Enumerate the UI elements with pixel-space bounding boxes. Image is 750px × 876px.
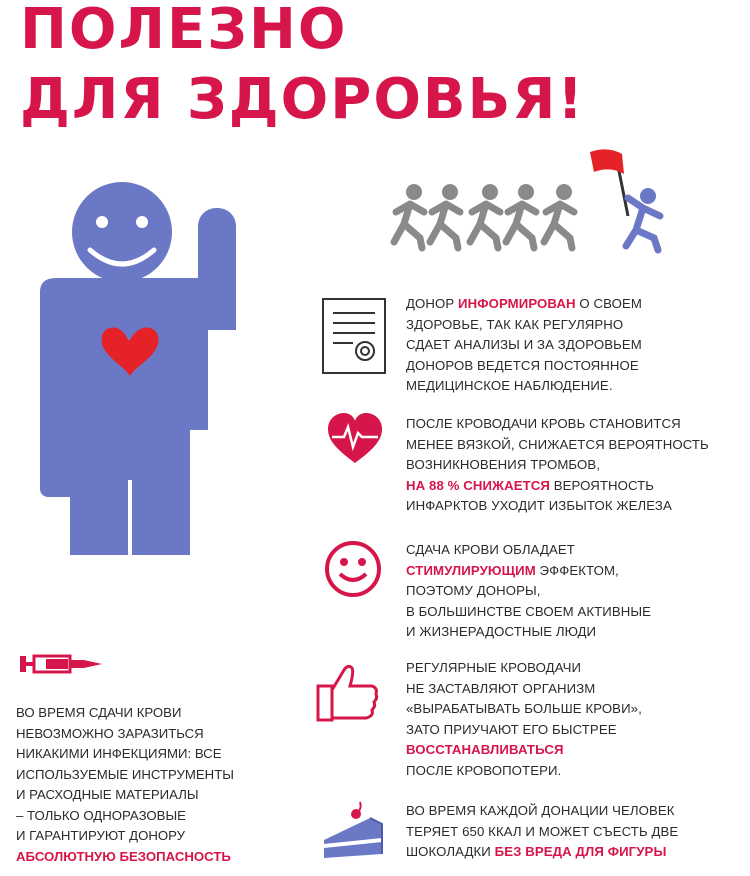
text-segment: РЕГУЛЯРНЫЕ КРОВОДАЧИ bbox=[406, 660, 582, 675]
text-segment: ПОЭТОМУ ДОНОРЫ, bbox=[406, 583, 541, 598]
info-regular-donations bbox=[406, 658, 736, 781]
info-line bbox=[406, 740, 736, 761]
info-line bbox=[406, 822, 736, 843]
info-line bbox=[406, 540, 736, 561]
info-blood-viscosity bbox=[406, 414, 736, 517]
text-segment: ПОСЛЕ КРОВОПОТЕРИ. bbox=[406, 762, 562, 778]
info-line bbox=[406, 356, 736, 377]
text-segment: НИКАКИМИ ИНФЕКЦИЯМИ: ВСЕ bbox=[16, 746, 222, 761]
info-stimulating-effect bbox=[406, 540, 736, 643]
info-line bbox=[406, 658, 736, 679]
text-segment: ЗАТО ПРИУЧАЮТ ЕГО БЫСТРЕЕ bbox=[406, 721, 617, 737]
info-donor-informed bbox=[406, 294, 736, 397]
text-segment: В БОЛЬШИНСТВЕ СВОЕМ АКТИВНЫЕ bbox=[406, 603, 652, 619]
smiley-icon bbox=[324, 540, 382, 598]
info-line bbox=[406, 315, 736, 336]
highlight-text: ИНФОРМИРОВАН bbox=[458, 296, 576, 311]
text-segment: ТЕРЯЕТ 650 ККАЛ И МОЖЕТ СЪЕСТЬ ДВЕ bbox=[406, 823, 679, 839]
title-line-2: ДЛЯ ЗДОРОВЬЯ! bbox=[20, 67, 585, 132]
text-segment: И РАСХОДНЫЕ МАТЕРИАЛЫ bbox=[16, 787, 199, 802]
thumbs-up-icon bbox=[316, 662, 382, 722]
text-segment: О СВОЕМ bbox=[575, 296, 642, 311]
title-line-1: ПОЛЕЗНО bbox=[20, 0, 348, 62]
text-segment: НЕВОЗМОЖНО ЗАРАЗИТЬСЯ bbox=[16, 725, 204, 741]
highlight-text: НА 88 % СНИЖАЕТСЯ bbox=[406, 477, 550, 493]
text-segment: ВОЗНИКНОВЕНИЯ ТРОМБОВ, bbox=[406, 457, 601, 472]
donor-figure-illustration bbox=[20, 180, 260, 560]
info-line bbox=[406, 720, 736, 741]
info-line bbox=[406, 622, 736, 643]
info-line bbox=[406, 699, 736, 720]
info-line bbox=[406, 435, 736, 456]
text-segment: «ВЫРАБАТЫВАТЬ БОЛЬШЕ КРОВИ», bbox=[406, 701, 642, 716]
flag-leader-illustration bbox=[588, 146, 688, 256]
syringe-icon bbox=[18, 650, 104, 678]
text-segment: ДОНОРОВ ВЕДЕТСЯ ПОСТОЯННОЕ bbox=[406, 357, 639, 373]
info-line bbox=[406, 376, 736, 397]
left-note-line bbox=[16, 724, 276, 745]
text-segment: ИСПОЛЬЗУЕМЫЕ ИНСТРУМЕНТЫ bbox=[16, 766, 234, 782]
text-segment: И ЖИЗНЕРАДОСТНЫЕ ЛЮДИ bbox=[406, 624, 597, 639]
info-line bbox=[406, 414, 736, 435]
text-segment: ВО ВРЕМЯ СДАЧИ КРОВИ bbox=[16, 705, 182, 720]
text-segment: И ГАРАНТИРУЮТ ДОНОРУ bbox=[16, 828, 186, 843]
left-note-line bbox=[16, 826, 276, 847]
text-segment: ШОКОЛАДКИ bbox=[406, 844, 495, 859]
text-segment: – ТОЛЬКО ОДНОРАЗОВЫЕ bbox=[16, 807, 186, 823]
left-note-line bbox=[16, 703, 276, 724]
info-line bbox=[406, 761, 736, 782]
text-segment: СДАЕТ АНАЛИЗЫ И ЗА ЗДОРОВЬЕМ bbox=[406, 337, 642, 352]
text-segment: МЕНЕЕ ВЯЗКОЙ, СНИЖАЕТСЯ ВЕРОЯТНОСТЬ bbox=[406, 436, 709, 452]
info-line bbox=[406, 455, 736, 476]
text-segment: ЗДОРОВЬЕ, ТАК КАК РЕГУЛЯРНО bbox=[406, 316, 624, 332]
text-segment: НЕ ЗАСТАВЛЯЮТ ОРГАНИЗМ bbox=[406, 680, 596, 696]
runners-illustration bbox=[386, 180, 596, 255]
info-calories bbox=[406, 801, 736, 863]
highlight-text: ВОССТАНАВЛИВАТЬСЯ bbox=[406, 742, 564, 757]
left-note-line bbox=[16, 785, 276, 806]
text-segment: ДОНОР bbox=[406, 296, 459, 311]
highlight-text: БЕЗ ВРЕДА ДЛЯ ФИГУРЫ bbox=[494, 844, 667, 859]
info-line bbox=[406, 581, 736, 602]
info-line bbox=[406, 476, 736, 497]
highlight-text: АБСОЛЮТНУЮ БЕЗОПАСНОСТЬ bbox=[16, 848, 231, 864]
text-segment: ИНФАРКТОВ УХОДИТ ИЗБЫТОК ЖЕЛЕЗА bbox=[406, 498, 672, 513]
highlight-text: СТИМУЛИРУЮЩИМ bbox=[406, 562, 536, 578]
text-segment: МЕДИЦИНСКОЕ НАБЛЮДЕНИЕ. bbox=[406, 378, 613, 393]
text-segment: ПОСЛЕ КРОВОДАЧИ КРОВЬ СТАНОВИТСЯ bbox=[406, 416, 681, 431]
info-infection-safety bbox=[16, 703, 276, 867]
document-icon bbox=[319, 297, 389, 375]
left-note-line bbox=[16, 806, 276, 827]
info-line bbox=[406, 335, 736, 356]
info-line bbox=[406, 294, 736, 315]
left-note-line bbox=[16, 765, 276, 786]
text-segment: ВО ВРЕМЯ КАЖДОЙ ДОНАЦИИ ЧЕЛОВЕК bbox=[406, 803, 675, 818]
cake-icon bbox=[322, 800, 386, 860]
heart-pulse-icon bbox=[326, 413, 384, 467]
info-line bbox=[406, 801, 736, 822]
info-line bbox=[406, 602, 736, 623]
info-line bbox=[406, 842, 736, 863]
text-segment: ЭФФЕКТОМ, bbox=[535, 562, 619, 578]
info-line bbox=[406, 496, 736, 517]
info-line bbox=[406, 561, 736, 582]
text-segment: СДАЧА КРОВИ ОБЛАДАЕТ bbox=[406, 542, 575, 557]
left-note-line bbox=[16, 847, 276, 868]
info-line bbox=[406, 679, 736, 700]
left-note-line bbox=[16, 744, 276, 765]
text-segment: ВЕРОЯТНОСТЬ bbox=[549, 477, 655, 493]
